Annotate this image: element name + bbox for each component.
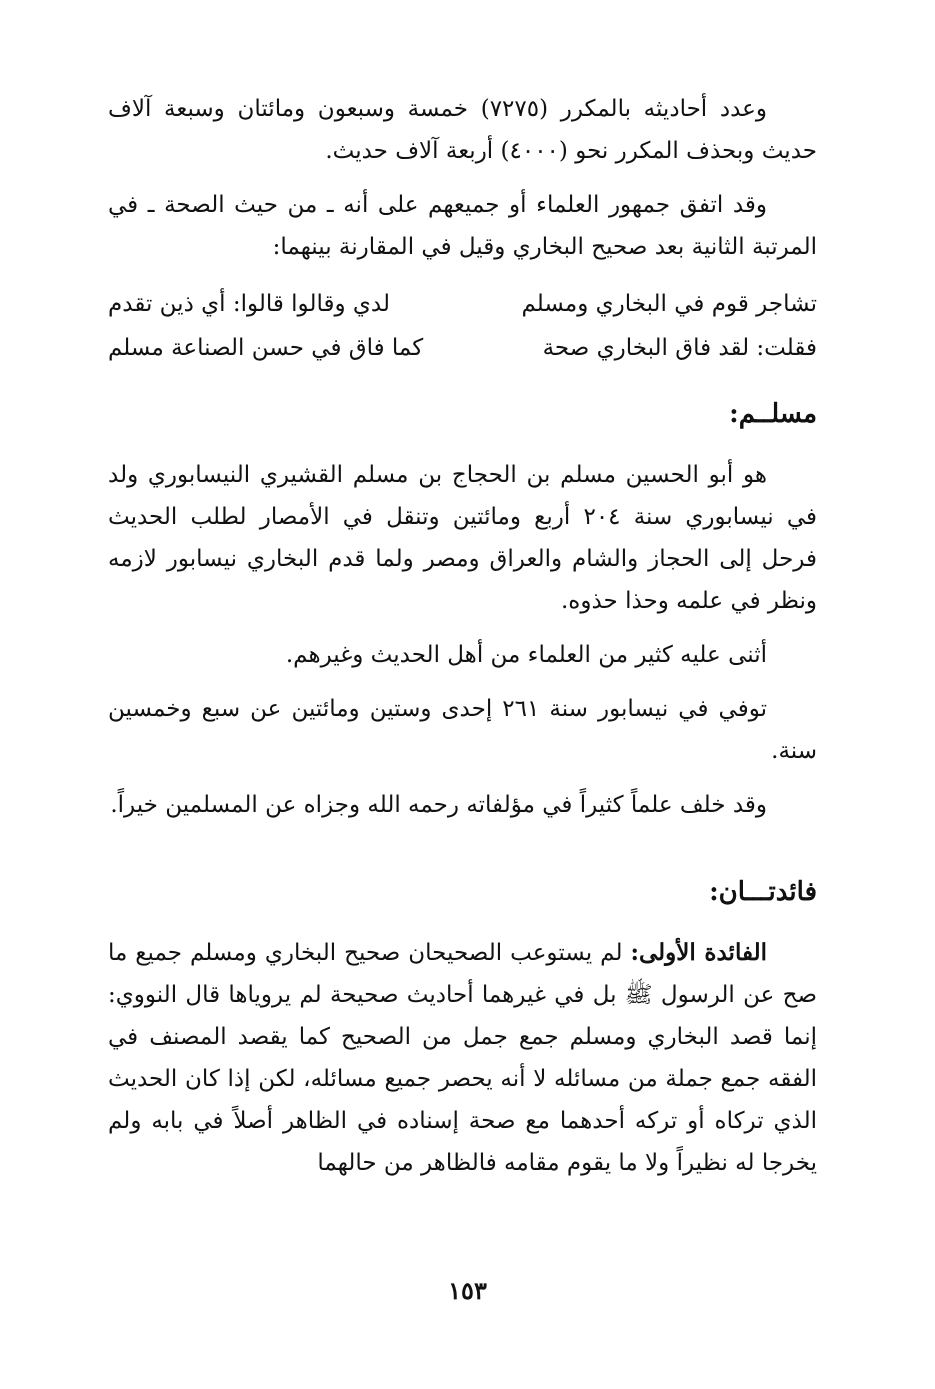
poem-hemistich: تشاجر قوم في البخاري ومسلم bbox=[521, 291, 817, 317]
paragraph-muslim-praise: أثنى عليه كثير من العلماء من أهل الحديث وغيرهم. bbox=[285, 642, 767, 668]
paragraph-hadith-count: وعدد أحاديثه بالمكرر (٧٢٧٥) خمسة وسبعون ومائتان وسبعة آلاف حديث وبحذف المكرر نحو (٤٠٠٠) أربعة آلاف حديث. bbox=[108, 96, 817, 164]
paragraph-consensus: وقد اتفق جمهور العلماء أو جميعهم على أنه ـ من حيث الصحة ـ في المرتبة الثانية بعد صحيح البخاري وقيل في المقارنة بينهما: bbox=[108, 192, 817, 260]
poem-hemistich: فقلت: لقد فاق البخاري صحة bbox=[542, 335, 817, 361]
paragraph-first-benefit bbox=[108, 932, 817, 1184]
paragraph-muslim-bio: هو أبو الحسين مسلم بن الحجاج بن مسلم القشيري النيسابوري ولد في نيسابوري سنة ٢٠٤ أربع ومائتين وتنقل في الأمصار لطلب الحديث فرحل إلى الحجاز والشام والعراق ومصر ولما قدم البخاري نيسابور لازمه ونظر في علمه وحذا حذوه. bbox=[108, 462, 817, 614]
poem bbox=[108, 282, 817, 370]
page-number: ١٥٣ bbox=[448, 1276, 487, 1305]
poem-hemistich: كما فاق في حسن الصناعة مسلم bbox=[108, 335, 424, 361]
heading-fawaid: فائدتـــان: bbox=[709, 877, 817, 907]
poem-line-2 bbox=[108, 326, 817, 370]
heading-muslim: مسلــم: bbox=[729, 399, 817, 429]
poem-line-1 bbox=[108, 282, 817, 326]
first-benefit-label: الفائدة الأولى: bbox=[630, 939, 767, 966]
poem-hemistich: لدي وقالوا قالوا: أي ذين تقدم bbox=[108, 291, 390, 317]
paragraph-muslim-death: توفي في نيسابور سنة ٢٦١ إحدى وستين ومائتين عن سبع وخمسين سنة. bbox=[108, 696, 817, 764]
page-body bbox=[108, 88, 817, 1184]
paragraph-muslim-legacy: وقد خلف علماً كثيراً في مؤلفاته رحمه الله وجزاه عن المسلمين خيراً. bbox=[110, 792, 767, 818]
first-benefit-text: لم يستوعب الصحيحان صحيح البخاري ومسلم جميع ما صح عن الرسول ﷺ بل في غيرهما أحاديث صحيحة لم يروياها قال النووي: إنما قصد البخاري ومسلم جمع جمل من الصحيح كما يقصد المصنف في الفقه جمع جملة من مسائله لا أنه يحصر جميع مسائله، لكن إذا كان الحديث الذي تركاه أو تركه أحدهما مع صحة إسناده في الظاهر أصلاً في بابه ولم يخرجا له نظيراً ولا ما يقوم مقامه فالظاهر من حالهما bbox=[108, 940, 817, 1176]
